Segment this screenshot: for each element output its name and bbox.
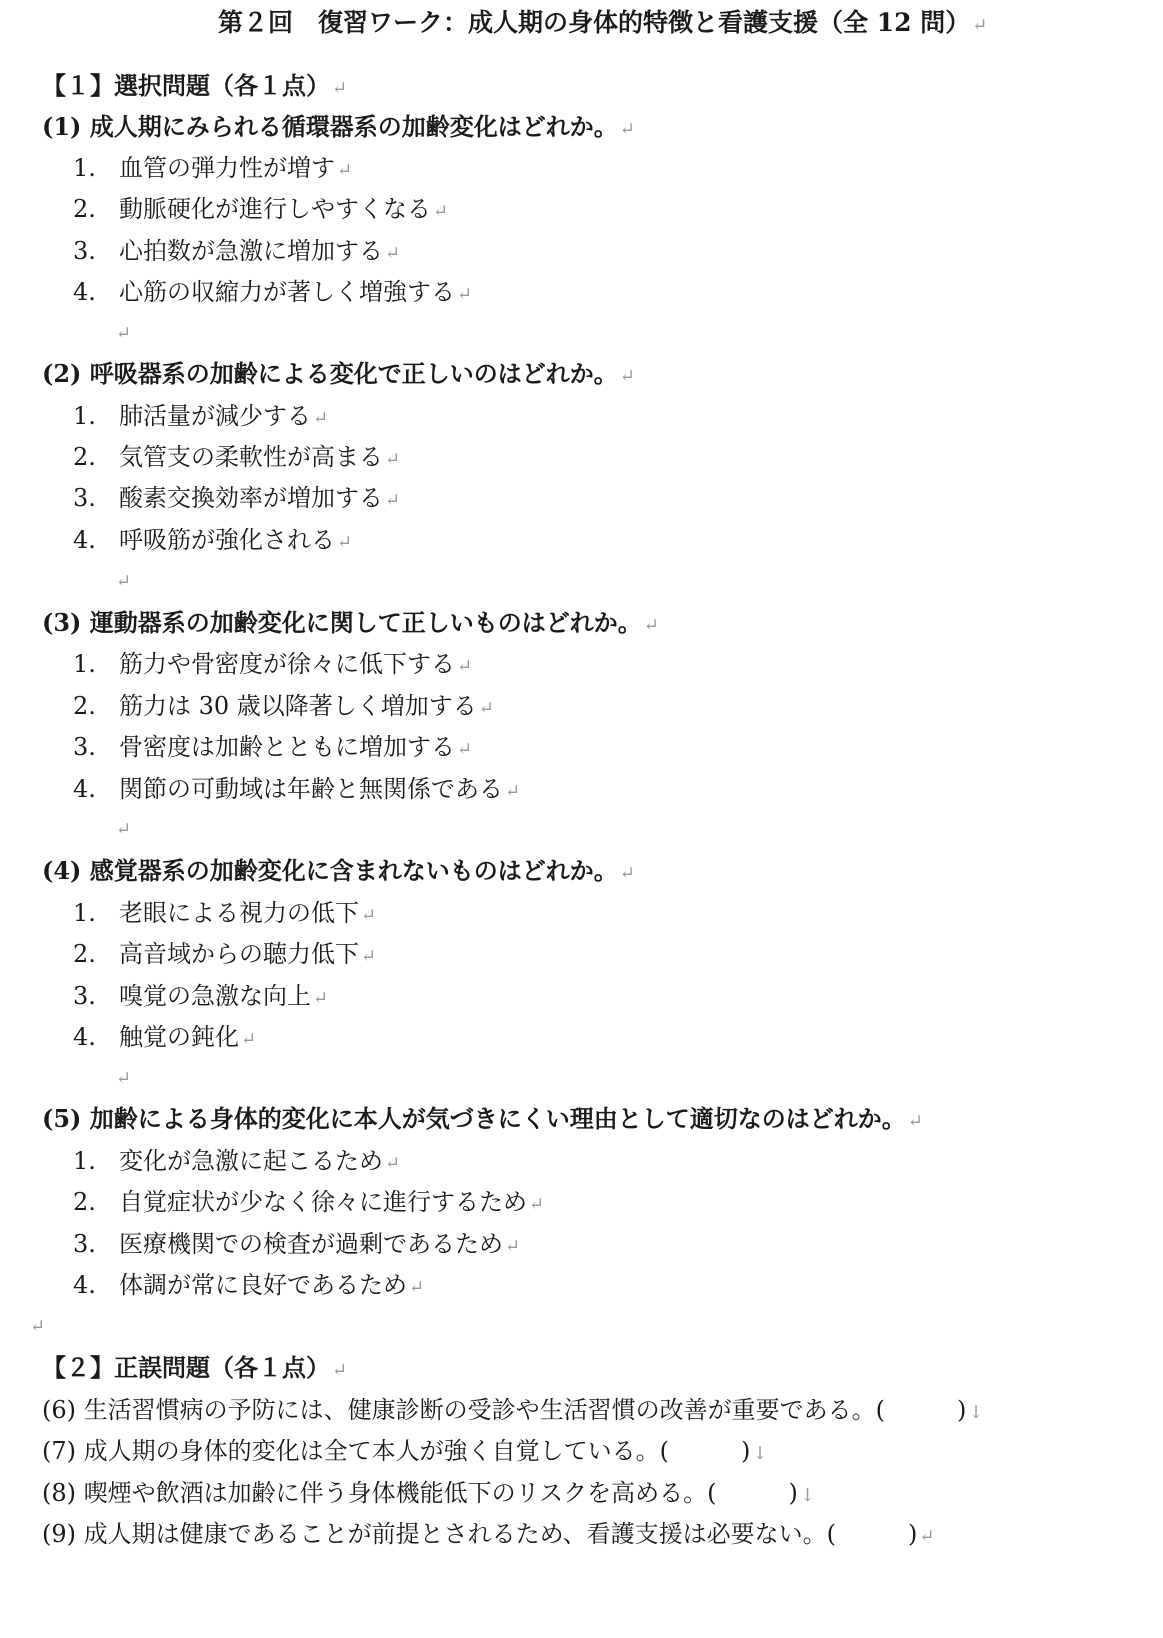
q4-option-3 (73, 984, 328, 1008)
tf-item-9 (42, 1522, 934, 1546)
line-break-mark: ↓ (799, 1485, 815, 1506)
paragraph-mark: ↵ (433, 201, 449, 222)
paragraph-mark: ↵ (619, 366, 635, 387)
q2-option-3 (73, 486, 400, 510)
option-number: 1. (73, 154, 96, 182)
q5-option-2 (73, 1190, 544, 1214)
question-label: (5) 加齢による身体的変化に本人が気づきにくい理由として適切なのはどれか。 (42, 1104, 906, 1133)
paragraph-mark: ↵ (457, 656, 473, 677)
option-text: 呼吸筋が強化される (119, 526, 335, 554)
empty-paragraph (114, 573, 131, 591)
option-text: 老眼による視力の低下 (119, 899, 359, 927)
option-number: 4. (73, 1271, 96, 1299)
option-text: 体調が常に良好であるため (119, 1271, 407, 1299)
q5-option-3 (73, 1232, 520, 1256)
option-text: 筋力や骨密度が徐々に低下する (119, 650, 455, 678)
q5-option-1 (73, 1149, 400, 1173)
option-text: 医療機関での検査が過剰であるため (119, 1230, 503, 1258)
paragraph-mark: ↵ (529, 1194, 545, 1215)
option-text: 触覚の鈍化 (119, 1023, 239, 1051)
question-label: (1) 成人期にみられる循環器系の加齢変化はどれか。 (42, 112, 618, 141)
question-4 (42, 856, 635, 885)
paragraph-mark: ↵ (116, 1068, 132, 1089)
option-number: 1. (73, 650, 96, 678)
option-number: 2. (73, 195, 96, 223)
option-text: 自覚症状が少なく徐々に進行するため (119, 1188, 527, 1216)
paragraph-mark: ↵ (385, 490, 401, 511)
paragraph-mark: ↵ (385, 243, 401, 264)
question-3 (42, 608, 659, 637)
option-number: 3. (73, 982, 96, 1010)
paragraph-mark: ↵ (332, 78, 348, 99)
q2-option-1 (73, 404, 328, 428)
section2-heading (42, 1353, 348, 1382)
q2-option-2 (73, 445, 400, 469)
paragraph-mark: ↵ (457, 739, 473, 760)
empty-paragraph (114, 1070, 131, 1088)
line-break-mark: ↓ (968, 1402, 984, 1423)
option-number: 1. (73, 1147, 96, 1175)
option-text: 関節の可動域は年齢と無関係である (119, 775, 503, 803)
paragraph-mark: ↵ (313, 408, 329, 429)
option-number: 4. (73, 775, 96, 803)
paragraph-mark: ↵ (505, 781, 521, 802)
paragraph-mark: ↵ (505, 1236, 521, 1257)
section1-heading (42, 71, 348, 100)
empty-paragraph (114, 821, 131, 839)
q2-option-4 (73, 528, 352, 552)
option-text: 変化が急激に起こるため (119, 1147, 383, 1175)
tf-statement: (6) 生活習慣病の予防には、健康診断の受診や生活習慣の改善が重要である。( ) (42, 1396, 967, 1424)
paragraph-mark: ↵ (972, 15, 988, 36)
option-number: 3. (73, 733, 96, 761)
paragraph-mark: ↵ (478, 698, 494, 719)
question-label: (4) 感覚器系の加齢変化に含まれないものはどれか。 (42, 856, 618, 885)
section1-heading-text: 【１】選択問題（各１点） (42, 71, 330, 100)
paragraph-mark: ↵ (361, 905, 377, 926)
option-text: 筋力は 30 歳以降著しく増加する (119, 692, 477, 720)
paragraph-mark: ↵ (116, 571, 132, 592)
tf-statement: (9) 成人期は健康であることが前提とされるため、看護支援は必要ない。( ) (42, 1520, 918, 1548)
option-number: 4. (73, 526, 96, 554)
paragraph-mark: ↵ (919, 1526, 935, 1547)
q1-option-3 (73, 239, 400, 263)
q4-option-1 (73, 901, 376, 925)
paragraph-mark: ↵ (385, 449, 401, 470)
question-5 (42, 1104, 923, 1133)
line-break-mark: ↓ (752, 1443, 768, 1464)
tf-item-8 (42, 1481, 815, 1505)
option-text: 肺活量が減少する (119, 402, 311, 430)
option-number: 2. (73, 1188, 96, 1216)
q4-option-2 (73, 942, 376, 966)
paragraph-mark: ↵ (361, 946, 377, 967)
option-text: 嗅覚の急激な向上 (119, 982, 311, 1010)
q3-option-3 (73, 735, 472, 759)
paragraph-mark: ↵ (409, 1277, 425, 1298)
tf-statement: (8) 喫煙や飲酒は加齢に伴う身体機能低下のリスクを高める。( ) (42, 1479, 798, 1507)
option-text: 気管支の柔軟性が高まる (119, 443, 383, 471)
q3-option-2 (73, 694, 494, 718)
option-number: 4. (73, 1023, 96, 1051)
option-text: 動脈硬化が進行しやすくなる (119, 195, 431, 223)
empty-paragraph (28, 1318, 45, 1336)
paragraph-mark: ↵ (30, 1316, 46, 1337)
option-text: 心拍数が急激に増加する (119, 237, 383, 265)
paragraph-mark: ↵ (337, 532, 353, 553)
question-1 (42, 112, 635, 141)
option-text: 骨密度は加齢とともに増加する (119, 733, 455, 761)
q1-option-4 (73, 280, 472, 304)
paragraph-mark: ↵ (385, 1153, 401, 1174)
paragraph-mark: ↵ (619, 119, 635, 140)
q3-option-1 (73, 652, 472, 676)
q1-option-2 (73, 197, 448, 221)
section2-heading-text: 【２】正誤問題（各１点） (42, 1353, 330, 1382)
tf-item-7 (42, 1439, 767, 1463)
option-number: 1. (73, 899, 96, 927)
paragraph-mark: ↵ (643, 615, 659, 636)
option-number: 3. (73, 1230, 96, 1258)
option-text: 心筋の収縮力が著しく増強する (119, 278, 455, 306)
q4-option-4 (73, 1025, 256, 1049)
q3-option-4 (73, 777, 520, 801)
option-number: 3. (73, 237, 96, 265)
paragraph-mark: ↵ (313, 988, 329, 1009)
question-label: (3) 運動器系の加齢変化に関して正しいものはどれか。 (42, 608, 642, 637)
paragraph-mark: ↵ (116, 819, 132, 840)
option-number: 2. (73, 692, 96, 720)
page-title (218, 10, 987, 35)
question-2 (42, 359, 635, 388)
option-number: 3. (73, 484, 96, 512)
tf-statement: (7) 成人期の身体的変化は全て本人が強く自覚している。( ) (42, 1437, 751, 1465)
empty-paragraph (114, 325, 131, 343)
paragraph-mark: ↵ (907, 1111, 923, 1132)
paragraph-mark: ↵ (332, 1360, 348, 1381)
q1-option-1 (73, 156, 352, 180)
page-title-text: 第２回 復習ワーク：成人期の身体的特徴と看護支援（全 12 問） (218, 8, 971, 37)
option-number: 1. (73, 402, 96, 430)
option-text: 高音域からの聴力低下 (119, 940, 359, 968)
option-number: 2. (73, 940, 96, 968)
paragraph-mark: ↵ (241, 1029, 257, 1050)
paragraph-mark: ↵ (619, 863, 635, 884)
paragraph-mark: ↵ (457, 284, 473, 305)
q5-option-4 (73, 1273, 424, 1297)
question-label: (2) 呼吸器系の加齢による変化で正しいのはどれか。 (42, 359, 618, 388)
option-text: 血管の弾力性が増す (119, 154, 335, 182)
paragraph-mark: ↵ (116, 323, 132, 344)
option-number: 2. (73, 443, 96, 471)
option-number: 4. (73, 278, 96, 306)
paragraph-mark: ↵ (337, 160, 353, 181)
option-text: 酸素交換効率が増加する (119, 484, 383, 512)
tf-item-6 (42, 1398, 983, 1422)
